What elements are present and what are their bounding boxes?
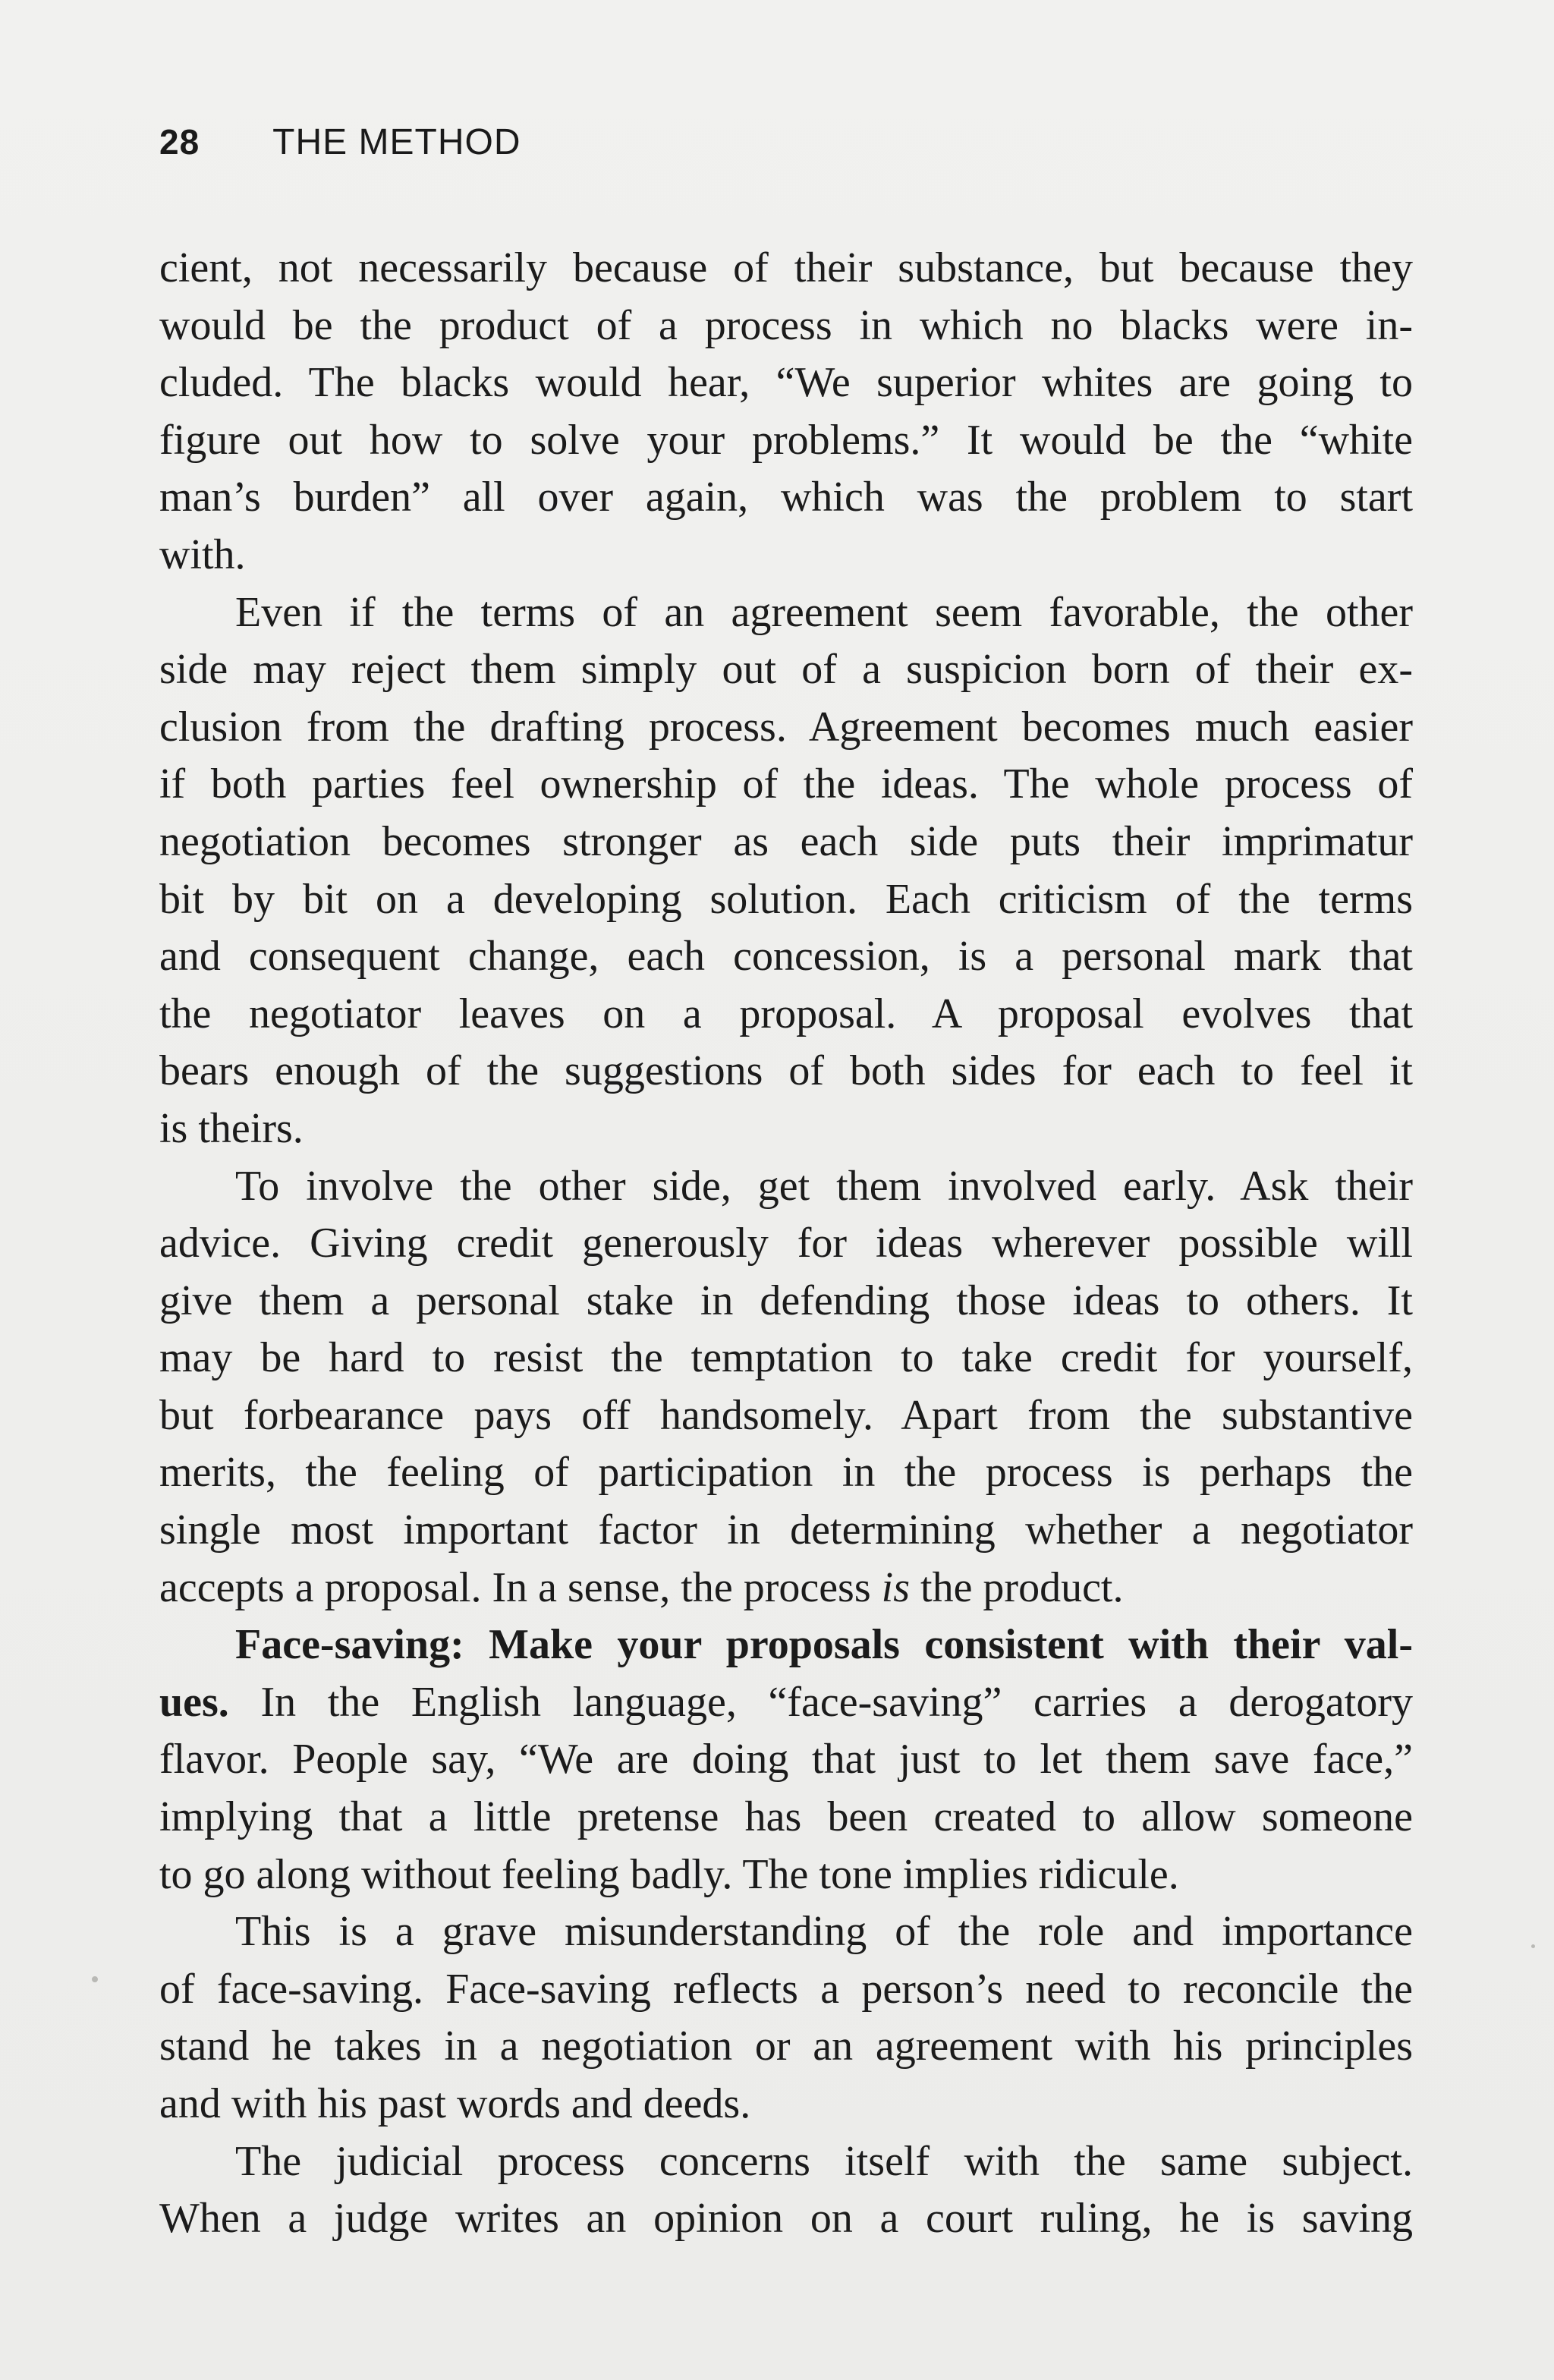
text-line <box>159 1674 1413 1732</box>
line-text: man’s burden” all over again, which was the problem to start <box>159 474 1413 521</box>
line-text: cluded. The blacks would hear, “We superior whites are going to <box>159 359 1413 407</box>
line-text: of face-saving. Face-saving reflects a person’s need to reconcile the <box>159 1965 1413 2013</box>
line-text: side may reject them simply out of a suspicion born of their ex- <box>159 646 1413 694</box>
line-text: Even if the terms of an agreement seem favorable, the other <box>235 588 1413 636</box>
text-line <box>159 1273 1413 1330</box>
line-text: would be the product of a process in which no blacks were in- <box>159 301 1413 349</box>
text-line <box>159 699 1413 757</box>
text-line <box>159 1387 1413 1445</box>
run-in-heading-tail: ues. <box>159 1678 229 1726</box>
line-text: figure out how to solve your problems.” It would be the “white <box>159 416 1413 464</box>
text-line <box>159 1560 1413 1617</box>
body-text <box>159 240 1413 2248</box>
line-text: to go along without feeling badly. The tone implies ridicule. <box>159 1850 1179 1898</box>
line-text: advice. Giving credit generously for ideas wherever possible will <box>159 1220 1413 1267</box>
text-line <box>159 298 1413 355</box>
line-text: is theirs. <box>159 1104 304 1152</box>
line-text: When a judge writes an opinion on a court ruling, he is saving <box>159 2195 1413 2243</box>
line-text: bears enough of the suggestions of both sides for each to feel it <box>159 1047 1413 1095</box>
line-text: cient, not necessarily because of their substance, but because they <box>159 244 1413 291</box>
text-line <box>159 584 1413 642</box>
line-text: with. <box>159 530 246 578</box>
text-line <box>159 1158 1413 1216</box>
text-line <box>159 1502 1413 1560</box>
section-title: THE METHOD <box>272 122 521 162</box>
line-text: merits, the feeling of participation in the process is perhaps the <box>159 1449 1413 1497</box>
line-text: flavor. People say, “We are doing that just to let them save face,” <box>159 1736 1413 1783</box>
scan-speck <box>1531 1944 1535 1948</box>
line-text: and consequent change, each concession, is a personal mark that <box>159 933 1413 981</box>
emphasis: is <box>881 1563 911 1611</box>
text-line <box>159 986 1413 1044</box>
running-head <box>159 121 521 175</box>
text-line <box>159 1731 1413 1789</box>
text-line <box>159 1444 1413 1502</box>
line-text: give them a personal stake in defending those ideas to others. It <box>159 1277 1413 1324</box>
text-line <box>159 1330 1413 1387</box>
line-text: bit by bit on a developing solution. Each criticism of the terms <box>159 875 1413 923</box>
text-line <box>159 1961 1413 2019</box>
text-line <box>159 2190 1413 2248</box>
line-text: the product. <box>910 1563 1124 1611</box>
line-text: To involve the other side, get them involved early. Ask their <box>235 1162 1413 1210</box>
text-line <box>159 2076 1413 2133</box>
text-line <box>159 928 1413 986</box>
run-in-heading: Face-saving: Make your proposals consistent with their val- <box>235 1621 1413 1669</box>
line-text: single most important factor in determining whether a negotiator <box>159 1506 1413 1554</box>
line-text: clusion from the drafting process. Agreement becomes much easier <box>159 703 1413 751</box>
line-text: stand he takes in a negotiation or an agreement with his principles <box>159 2023 1413 2070</box>
text-line <box>159 871 1413 929</box>
text-line <box>159 354 1413 412</box>
text-line <box>159 2018 1413 2076</box>
scan-speck <box>92 1976 98 1982</box>
text-line <box>159 1903 1413 1961</box>
line-text: implying that a little pretense has been created to allow someone <box>159 1793 1413 1841</box>
text-line <box>159 2133 1413 2191</box>
text-line <box>159 1215 1413 1273</box>
text-line <box>159 1100 1413 1158</box>
line-text: In the English language, “face-saving” carries a derogatory <box>228 1678 1413 1726</box>
line-text: accepts a proposal. In a sense, the process <box>159 1563 882 1611</box>
line-text: and with his past words and deeds. <box>159 2080 751 2127</box>
text-line <box>159 1789 1413 1846</box>
line-text: may be hard to resist the temptation to take credit for yourself, <box>159 1334 1413 1382</box>
text-line <box>159 1617 1413 1674</box>
text-line <box>159 756 1413 814</box>
line-text: if both parties feel ownership of the ideas. The whole process of <box>159 760 1413 808</box>
line-text: but forbearance pays off handsomely. Apart from the substantive <box>159 1391 1413 1439</box>
text-line <box>159 469 1413 527</box>
line-text: negotiation becomes stronger as each side puts their imprimatur <box>159 817 1413 865</box>
line-text: This is a grave misunderstanding of the role and importance <box>235 1908 1413 1956</box>
text-line <box>159 814 1413 871</box>
line-text: the negotiator leaves on a proposal. A proposal evolves that <box>159 990 1413 1037</box>
text-line <box>159 641 1413 699</box>
line-text: The judicial process concerns itself with the same subject. <box>235 2137 1413 2185</box>
text-line <box>159 1043 1413 1100</box>
text-line <box>159 1846 1413 1904</box>
page-number: 28 <box>159 122 200 162</box>
text-line <box>159 527 1413 584</box>
text-line <box>159 412 1413 470</box>
text-line <box>159 240 1413 298</box>
